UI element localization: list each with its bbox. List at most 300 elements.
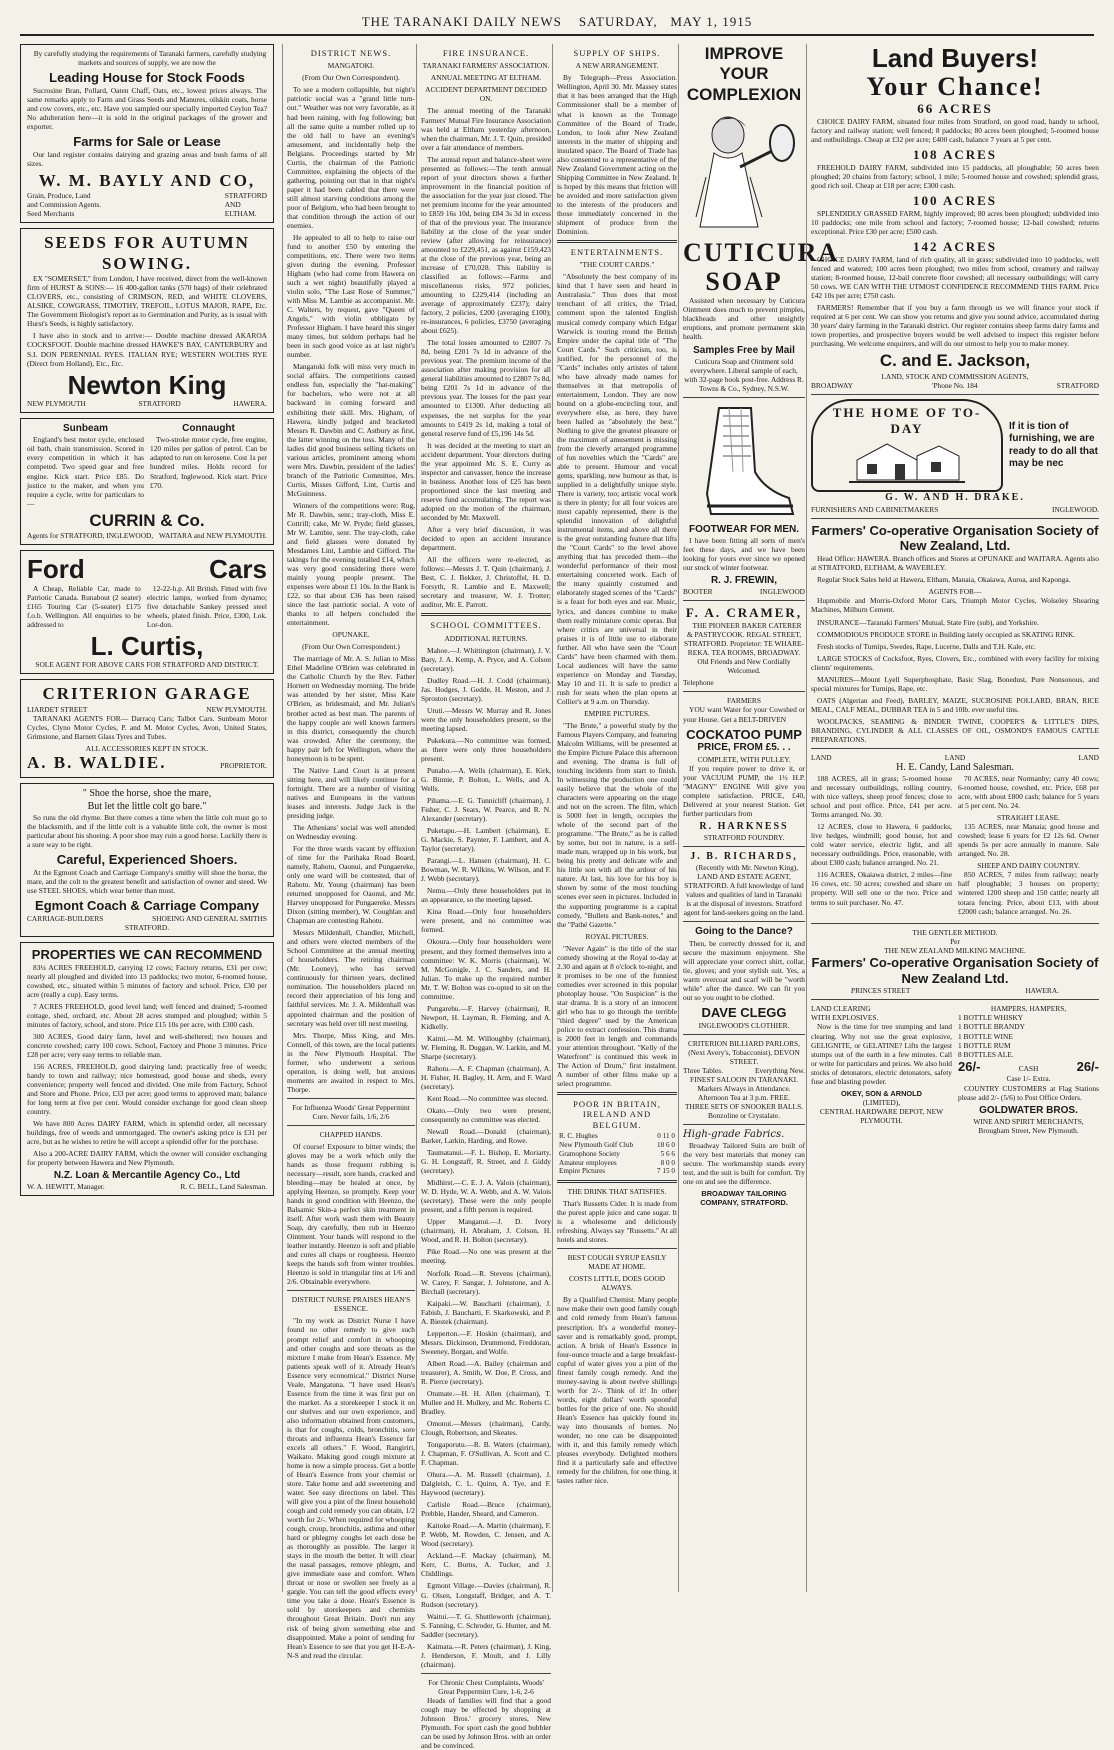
egmont-town: STRATFORD. — [124, 922, 170, 932]
farms-body: Our land register contains dairying and grazing areas and bush farms of all sizes. — [27, 149, 267, 168]
school-return: Omonui.—Messrs (chairman), Cardy, Clough, Robertson, and Skeates. — [421, 1418, 551, 1437]
hamper-cash: CASH — [1018, 1063, 1039, 1073]
cuticura-body: Assisted when necessary by Cuticura Ointment does much to prevent pimples, blackheads and other unsightly eruptions, and promote permanent skin health. — [683, 296, 805, 342]
harkness-name: R. HARKNESS — [699, 820, 789, 832]
goldwater-name: GOLDWATER BROS. — [979, 1104, 1078, 1116]
masthead — [20, 14, 1094, 36]
school-return: Upper Manganui.—J. D. Ivory (chairman), H. Abraham, J. Colson, H. Wood, and R. H. Bolton (secretary). — [421, 1217, 551, 1245]
chest-ad: For Chronic Chest Complaints, Woods' Great Peppermint Cure, 1-6, 2-6 — [428, 1677, 544, 1696]
boot-illustration — [689, 402, 799, 522]
listing-body: FREEHOLD DAIRY FARM, subdivided into 15 paddocks, all ploughable; 50 acres been ploughed; 20 chains from factory; school, 1 mile; 5-roomed house and cowshed; splendid grass, good rich soil. Cheap at £18 per acre; £300 cash. — [811, 163, 1099, 191]
buyers-headline: Land Buyers! — [871, 43, 1039, 73]
listing-acres: 66 ACRES — [917, 101, 993, 117]
article-paragraph: Messrs Mildenhall, Chandler, Mitchell, and others were elected members of the School Committee at the annual meeting of householders. The retiring chairman (Mr. Looney), who has served continuously for thirteen years, declined nomination. The householders placed on record their appreciation of his long and faithful services. Mr. J. A. Mildenhall was appointed chairman and the position of secretary was held over till next meeting. — [287, 928, 415, 1028]
frewin-name: R. J. FREWIN, — [710, 575, 778, 587]
donor: Amateur employees — [559, 1158, 617, 1167]
school-return: Norfolk Road.—R. Stevens (chairman), W. Carey, F. Sangar, J. Johnstone, and A. Birchall (secretary). — [421, 1268, 551, 1296]
woman-with-mirror-illustration — [688, 107, 800, 237]
subheading: COSTS LITTLE, DOES GOOD ALWAYS. — [568, 1274, 666, 1293]
clegg-sub: INGLEWOOD'S CLOTHIER. — [698, 1020, 790, 1030]
school-return: Pukekura.—No committee was formed, as there were only three householders present. — [421, 735, 551, 763]
billiard-bonzoline: Bonzoline or Crystalate. — [707, 1110, 781, 1120]
billiard-markers: Markers Always in Attendance. — [697, 1083, 791, 1093]
bayly-right-line: STRATFORD — [224, 191, 267, 201]
subheading: ADDITIONAL RETURNS. — [444, 633, 528, 643]
candy-listing: 116 ACRES, Okaiawa district, 2 miles—fine 16 cows, etc. 50 acres; cowshed and share on property. Will sell one or the two. Price and terms to suit purchaser. No. 47. — [811, 870, 952, 907]
property-item: 300 ACRES, Good dairy farm, level and well-sheltered; two houses and concrete cowshed; carry 100 cows. School, Factory and Phone 3 minutes. Price £28 per acre; very easy terms to reliable man. — [27, 1031, 267, 1059]
foundry-name: STRATFORD FOUNDRY. — [703, 832, 785, 842]
agents-item: COMMODIOUS PRODUCE STORE in Building lately occupied as SKATING RINK. — [817, 629, 1076, 639]
masthead-day: SATURDAY, — [578, 14, 658, 29]
cramer-body: THE PIONEER BAKER CATERER & PASTRYCOOK. REGAL STREET, STRATFORD. Proprietor: TE WHARE-REKA. TEA ROOMS, BROADWAY. Old Friends and New Cordially Welcomed. — [683, 621, 805, 676]
jackson-phone: 'Phone No. 184 — [932, 380, 978, 390]
school-return: Okato.—Only two were present, consequently no committee was elected. — [421, 1106, 551, 1125]
column-advertisements-right — [806, 44, 1099, 1592]
agents-item: MANURES—Mount Lyell Superphosphate, Basic Slag, Bonedust, Pure Nonsonous, and special mixtures for Turnips, Rape, etc. — [811, 674, 1099, 693]
newton-king-places — [27, 399, 267, 408]
agents-heading: AGENTS FOR— — [928, 587, 982, 597]
farmers-body: YOU want Water for your Cowshed or your House. Get a BELT-DRIVEN — [683, 705, 805, 724]
article-paragraph: The Athenians' social was well attended on Wednesday evening. — [287, 822, 415, 841]
article-paragraph: "The Brute," a powerful study by the Famous Players Company, and featuring Malcolm Williams, will be presented at the Empire Picture Palace this afternoon and evening. The drama is full of touching incidents from start to finish. In witnessing the production one could easily believe that the whole of the characters were appearing on the stage and not on the screen. The film, which is 5000 feet in length, occupies the whole of the second part of the programme. "The Brute," as he is called by some, but not in nature, is a self-made man, wrapped up in his work, but being his pretty and delicate wife and his little son with all the ardour of his nature. At last, his love for his boy is shown by some of the most touching scenes ever seen in pictures. Included in the supporting programme is a capital comedy, "Bullets and Bank-notes," and the "Pathé Gazette." — [557, 720, 678, 929]
candy-subheading: STRAIGHT LEASE. — [996, 813, 1061, 823]
coop-heading: Farmers' Co-operative Organisation Society of New Zealand, Ltd. — [811, 522, 1099, 554]
goldwater-address: Brougham Street, New Plymouth. — [978, 1125, 1079, 1135]
article-paragraph: All the officers were re-elected, as follows:—Messrs J. T. Quin (chairman), J. Best, C. J. Bekker, J. Christoffel, H. D. Forsyth, R. Lambie and E. Maxwell; secretary and treasurer, W. J. Trotter; auditor, Mr. E. Parrott. — [421, 554, 551, 610]
donations-table — [557, 1132, 677, 1176]
nz-loan-advertisement — [20, 942, 274, 1197]
listing-body: CHOICE DAIRY FARM, land of rich quality, all in grass; subdivided into 10 paddocks, well fenced and watered; 100 acres been ploughed; two miles from school, creamery and railway station; 8-roomed house, 12-bail concrete floor cowshed; all necessary outbuildings; will carry 50 cows. WE CAN WITH THE UTMOST CONFIDENCE RECOMMEND THIS FARM. Price £42 10s per acre; £750 cash. — [811, 254, 1099, 301]
donor: New Plymouth Golf Club — [559, 1140, 634, 1149]
garage-advertisement — [20, 679, 274, 778]
chapped-heading: CHAPPED HANDS. — [319, 1129, 383, 1139]
coop2-heading: Farmers' Co-operative Organisation Society of New Zealand Ltd. — [811, 954, 1099, 986]
school-return: Waitui.—T. G. Shuttleworth (chairman), S. Fanning, C. Schroder, G. Hunter, and M. Saddler (secretary). — [421, 1611, 551, 1639]
currin-footer-left: Agents for STRATFORD, INGLEWOOD, — [27, 531, 154, 541]
candy-listing: 12 ACRES, close to Hawera, 6 paddocks, live hedges, windmill; good house, hot and cold water service, electric light, and all necessary outbuildings. Price, reasonable, with about £300 cash; balance arranged. No. 21. — [811, 822, 952, 868]
coop-sales: Regular Stock Sales held at Hawera, Eltham, Manaia, Okaiawa, Auroa, and Kaponga. — [817, 575, 1071, 585]
article-paragraph: After a very brief discussion, it was decided to open an accident insurance department. — [421, 524, 551, 552]
article-paragraph: To see a modern collapsible, but night's patriotic social was a "grand little turn-out." Weather was not very favorable, as it had been raining, with fog following; but all the same quite a number rolled up to the old hall to have an evening's amusement, and incidentally help the Belgians. Proceedings started by Mr Curtis, the chairman of the Patriotic Committee, explaining the objects of the gathering, pointing out that in that night's paper it had been cabled that there were still almost starving conditions among the poor of Belgium, who had been brought to that condition through the action of our enemies. — [287, 85, 415, 230]
agents-item: Hupmobile and Morris-Oxford Motor Cars, Triumph Motor Cycles, Wolseley Shearing Machines, Milburn Cement. — [811, 596, 1099, 615]
gentler-per: Per — [950, 936, 960, 946]
coop-advertisement — [811, 523, 1099, 744]
place: NEW PLYMOUTH — [27, 399, 86, 409]
nz-loan-salesman: R. C. BELL, Land Salesman. — [180, 1182, 267, 1192]
column-supply-of-ships — [552, 44, 677, 1592]
garage-town: NEW PLYMOUTH. — [206, 704, 267, 714]
hamper-case: Case 1/- Extra. — [1006, 1074, 1051, 1084]
property-item: 156 ACRES, FREEHOLD, good dairying land; practically free of weeds; handy to town and railway; nice homestead, good house and sheds, every convenience; property well fenced and divided. One mile from Factory, School and Store and Phone. Price, £33 per acre; good terms to approved man; balance for long term at five per cent. Would consider exchange for good clean sheep country. — [27, 1061, 267, 1117]
curtis-name: L. Curtis, — [90, 630, 204, 661]
bayly-left-line: Seed Merchants — [27, 209, 75, 219]
home-heading: THE HOME OF TO-DAY — [832, 404, 982, 436]
sunbeam-heading: Sunbeam — [62, 423, 108, 435]
article-paragraph: Winners of the competitions were: Rug, Mr R. Dawbin, senr.; tray-cloth, Miss E. Cottrill; cake, Mr W. Pryde; field glasses, Mr W. Lambie, senr. The tray-cloth, cake and field glasses were donated by Mesdames Lint, Lambie and Gifford. The takings for the evening totalled £14, which was very good considering there were mainly young people present. The expenses were about £1 10s. In the Bank is £22, so that about £36 has been raised since the last patriotic social. A vote of thanks to all helpers concluded the entertainment. — [287, 500, 415, 628]
amount: 18 6 0 — [657, 1140, 675, 1149]
donor: Gramophone Society — [559, 1149, 620, 1158]
broadway-name: BROADWAY TAILORING COMPANY, STRATFORD. — [700, 1189, 788, 1208]
school-return: Okoura.—Only four householders were present, and they formed themselves into a committee: W. K. Morris (chairman), W. M. McGonigle, J. C. Sanders, and H. Julian. To make up the required number Mr. T. W. Bolton was co-opted to sit on the committee. — [421, 937, 551, 1001]
subheading: BEST COUGH SYRUP EASILY MADE AT HOME. — [567, 1253, 667, 1272]
bronchitis-paragraph: Heads of families will find that a good cough may be effected by shopping at Johnson Bros.' grocery stores, New Plymouth. For sport cash the good bubbler can be used by Johnson Bros. with an order and be convinced. — [421, 1695, 551, 1750]
garage-name: CRITERION GARAGE — [42, 684, 252, 704]
richards-advertisement — [683, 851, 805, 917]
magny-body: If you require power to drive it, or your VACUUM PUMP, the 1½ H.P. "MAGNY" ENGINE Will give you complete satisfaction. PRICE, £40, Delivered at your nearest Station. Get further particulars from — [683, 763, 805, 818]
school-return: Punaho.—A. Wells (chairman), E. Kirk, G. Binnie, P. Bolton, L. Wells, and A. Wells. — [421, 765, 551, 793]
billiard-heading: CRITERION BILLIARD PARLORS, — [687, 1038, 801, 1048]
cuticura-samples: Samples Free by Mail — [693, 344, 795, 356]
shoers-advertisement — [20, 783, 274, 936]
school-return: Taumatanui.—F. L. Bishop, E. Moriarty, G. H. Longstaff, R. Street, and J. Giddy (secretary). — [421, 1148, 551, 1176]
article-paragraph: It was decided at the meeting to start an accident department. Your directors during the year appointed Mr. S. E. Curry as inspector and canvasser, hence the increase in business. Another loss of £25 has been proportioned since the last meeting and reserve fund accumulating. The report was adopted on the motion of the chairman, seconded by Mr. Maxwell. — [421, 440, 551, 522]
property-item: 7 ACRES FREEHOLD, good level land; well fenced and drained; 5-roomed cottage, shed, orchard, etc. About 28 acres stumped and ploughed; within 5 minutes of factory, school, and store. Price £15 10s per acre, with £300 cash. — [27, 1001, 267, 1029]
school-return: Pungarehu.—F. Harvey (chairman), R. Newport, H. Layman, R. Fleming, and A. Kidkelly. — [421, 1003, 551, 1031]
school-return: Pihama.—E. G. Tunnicliff (chairman), J. Fisher, C. J. Sears, W. Pearce, and R. N. Alexander (secretary). — [421, 796, 551, 824]
column-district-news — [282, 44, 415, 1660]
bayly-right-line: ELTHAM. — [224, 209, 257, 219]
candy-listing: 850 ACRES, 7 miles from railway; nearly half ploughable; 3 houses on property; wintered 1200 sheep and 150 cattle; nearly all totara fencing. Price, about £13, with about £2000 cash; balance arranged. No. 26. — [958, 870, 1099, 916]
nurse-body: "In my work as District Nurse I have found no other remedy to give such prompt relief and comfort in whooping and other coughs and sore throats as the mixture I make from Hean's Essence. My patients speak well of it. Already Hean's Essence very economical." District Nurse Veale, Mangatuna. "I have used Hean's Essence from the time it was first put on the market. As a storekeeper I stock it on our shelves and our own experience, and also information obtained from customers, is that for coughs, colds, bronchitis, sore throats and influenza Hean's Essence far excels all others." F. Wood, Rangiriri, Waikato. Making good cough mixture at home is now a simple process. Get a bottle of Hean's Essence from your chemist or store. Take home and add sweetening and water. See easy directions on label. This will give you a pint of the finest household cough and cold remedy you can obtain, 1/2 worth for 2/-. When required for whooping cough, croup, bronchitis, asthma and other hard or phlegmy coughs let each dose be as thoroughly as possible. The larger it stays in the mouth the better. It will clear the nasal passages, remove phlegm, and give immediate ease and comfort. When throat or nose or swollen see freely as a gargle. You can tell the good effects every time you take a dose. Hean's Essence is sold by storekeepers and chemists throughout Great Britain. Don't run any risk of being given something else and disappointed. Make a point of sending for Hean's Essence to see that you get H-E-A-N-S and read the circular. — [287, 1316, 415, 1660]
candy-listing: 188 ACRES, all in grass; 5-roomed house and necessary outbuildings, rolling country, with nice valleys, sheep proof fences; close to school and post office. Price, £41 per acre. Terms arranged. No. 30. — [811, 774, 952, 820]
article-paragraph: Mangatoki folk will miss very much in social affairs. The competitions caused endless fun, especially the "hat-making" for bachelors, who were not at all backward in coming forward and exhibiting their skill. Mrs. Higham, of Hawera, kindly judged and bracketed Messrs R. Dawbin and C. Astbury as first, the latter winning on the toss. Many of the ladies did good business selling tickets on various articles, prominent among whom were Mrs. Dawbin, president of the ladies' branch of the Patriotic Committee, Mrs. Curtis, Misses Gifford, Lint, Curtis and McGuinness. — [287, 362, 415, 498]
place-heading: MANGATOKI. — [327, 61, 375, 71]
place-heading: OPUNAKE. — [332, 630, 370, 640]
donor: R. C. Hughes — [559, 1132, 598, 1141]
ford-right-body: 12-22-h.p. All British. Fitted with five electric lamps, worked from dynamo; five detachable Sankey pressed steel wheels, plated finish. Price, £300, Lok. Lor-don. — [146, 583, 267, 629]
garage-street: LIARDET STREET — [27, 704, 88, 714]
land-word: LAND — [944, 752, 966, 762]
masthead-title: THE TARANAKI DAILY NEWS — [361, 14, 562, 29]
seeds-headline: SEEDS FOR AUTUMN SOWING. — [44, 233, 250, 273]
farms-headline: Farms for Sale or Lease — [73, 134, 221, 150]
agents-item: INSURANCE—Taranaki Farmers' Mutual, State Fire (sub), and Yorkshire. — [817, 617, 1039, 627]
school-returns — [421, 646, 551, 1669]
hampers-heading: HAMPERS, HAMPERS, — [990, 1004, 1067, 1014]
candy-name: H. E. Candy, Land Salesman. — [896, 761, 1014, 773]
jackson-sub: LAND, STOCK AND COMMISSION AGENTS, — [881, 371, 1029, 381]
drake-sub: FURNISHERS AND CABINETMAKERS — [811, 504, 939, 514]
byline: (From Our Own Correspondent.) — [302, 642, 400, 652]
seeds-body: EX "SOMERSET," from London, I have received, direct from the well-known firm of HURST & SONS:— 16 400-gallon tanks (570 bags) of their celebrated CLOVERS, etc., consisting of CRIMSON, RED, and WHITE CLOVERS, ALSIKE, COWGRASS, TIMOTHY, TREFOIL, LOTUS MAJOR, RAPE, Etc. The Government Biologist's report as to Germination and Purity, as is usual with Hurst's Seeds, is highly satisfactory. — [27, 274, 267, 329]
table-row — [557, 1159, 677, 1168]
jackson-name: C. and E. Jackson, — [879, 351, 1031, 371]
school-return: Ohura.—A. M. Russell (chairman), J. Dalgleish, C. L. Quinn, A. Tye, and F. Haywood (secretary). — [421, 1470, 551, 1498]
clearing-heading-1: LAND CLEARING — [811, 1004, 871, 1014]
school-return: Uruti.—Messrs W. Murray and R. Jones were the only householders present, so the meeting lapsed. — [421, 705, 551, 733]
listing-acres: 142 ACRES — [912, 239, 998, 255]
dance-advertisement — [683, 926, 805, 1029]
broadway-heading: High-grade Fabrics. — [683, 1128, 785, 1140]
bayly-left-line: and Commission Agents. — [27, 200, 102, 210]
shoers-headline: Careful, Experienced Shoers. — [56, 851, 238, 867]
bayly-company: W. M. BAYLY AND CO, — [38, 171, 256, 190]
listing-body: SPLENDIDLY GRASSED FARM, highly improved; 80 acres been ploughed; subdivided into 10 paddocks; one mile from school and factory; 7-roomed house; 12-bail cowshed; returns exceptional. Price £30 per acre; £500 cash. — [811, 208, 1099, 237]
amount: 5 6 6 — [660, 1149, 675, 1158]
coop2-town: HAWERA. — [1025, 986, 1059, 996]
cycles-advertisement — [20, 418, 274, 545]
egmont-company: Egmont Coach & Carriage Company — [35, 897, 259, 913]
school-return: Rahotu.—A. F. Chapman (chairman), A. H. Fisher, H. Bagley, H. Arm, and F. Ward (secretary). — [421, 1063, 551, 1091]
bayly-left-line: Grain, Produce, Land — [27, 191, 91, 201]
jackson-advertisement — [811, 44, 1099, 390]
clegg-name: DAVE CLEGG — [701, 1004, 787, 1020]
gentler-sub: THE NEW ZEALAND MILKING MACHINE. — [884, 945, 1026, 955]
sunbeam-body: England's best motor cycle, enclosed oil bath, chain transmission. Scored in every competition in which it has competed. Two speed gear and free engine. Kick start. Price £85. Do justice to the maker, and when you require a cycle, write for particulars to— — [27, 435, 144, 508]
egmont-sub-right: SHOEING AND GENERAL SMITHS — [152, 913, 267, 923]
school-return: Ackland.—F. Mackay (chairman), M. Kerr, C. Burns, A. Tucker, and J. Cliddlings. — [421, 1551, 551, 1579]
agents-item: LARGE STOCKS of Cocksfoot, Ryes, Clovers, Etc., combined with every facility for mixing clients' requirements. — [811, 653, 1099, 672]
currin-name: CURRIN & Co. — [89, 510, 205, 530]
section-heading: FIRE INSURANCE. — [442, 48, 530, 58]
billiard-balls: THREE SETS OF SNOOKER BALLS. — [684, 1101, 804, 1111]
listing-acres: 100 ACRES — [912, 193, 998, 209]
currin-footer-right: WAITARA and NEW PLYMOUTH. — [158, 531, 267, 541]
drake-name: G. W. AND H. DRAKE. — [885, 492, 1025, 504]
article-paragraph: The annual meeting of the Taranaki Farmers' Mutual Fire Insurance Association was held at Eltham yesterday afternoon, when the chairman, Mr. J. T. Quin, presided over a fair attendance of members. — [421, 106, 551, 152]
section-heading: DISTRICT NEWS. — [310, 48, 392, 58]
shoers-quote-1: " Shoe the horse, shoe the mare, — [82, 788, 212, 800]
clearing-heading-2: WITH EXPLOSIVES. — [811, 1013, 879, 1023]
agents-item: OATS (Algerian and Feed), BARLEY, MAIZE, SUCROSINE POLLARD, BRAN, RICE MEAL, CALF MEAL, DUBBAR TEA in 5 and 10lb. ever useful tins. — [811, 695, 1099, 714]
subheading: TARANAKI FARMERS' ASSOCIATION. — [422, 61, 550, 71]
cramer-name: F. A. CRAMER, — [685, 605, 803, 621]
column-fire-insurance — [416, 44, 551, 1750]
ford-word: Ford — [27, 554, 85, 585]
billiard-finest: FINEST SALOON IN TARANAKI. — [690, 1074, 798, 1084]
table-row — [557, 1167, 677, 1176]
garage-agents: TARANAKI AGENTS FOR— Darracq Cars; Talbot Cars. Sunbeam Motor Cycles, Clyno Motor Cycles, P. and M. Motor Cycles, Avon, United States, Grimstone, and Barnett Glass Tyres and Tubes. — [27, 713, 267, 741]
school-return: Kaipaki.—W. Baucharti (chairman), J. Fabish, J. Baucharti, F. Skarkowski, and P. A. Biestek (chairman). — [421, 1298, 551, 1326]
subheading: EMPIRE PICTURES. — [584, 708, 650, 718]
article-paragraph: The marriage of Mr. A. S. Julian to Miss Ethel Madeline O'Brien was celebrated in the Catholic Church by the Rev. Father Hornett on Wednesday morning. The bride was attended by her sister, Miss Kate O'Brien, as bridesmaid, and Mr. Julian's brother acted as best man. The parents of the happy couple are well known farmers in this district, consequently the church was crowded. After the ceremony, the happy pair left for Wellington, where the honeymoon is to be spent. — [287, 654, 415, 763]
cramer-telephone: Telephone — [683, 678, 714, 688]
chapped-body: Of course! Exposure to bitter winds; the gloves may be a work which only the hands as those frequent rubbing is necessary—result, sore hands, cracked and bleeding—may be healed at once, by applying Heenzo, so promptly. Keep your hands in good condition with Heenzo, the Balsamic Skin-a perfect skin treatment in itself. After work wash them with Beauty Soap, dry carefully, then rub in Heenzo Ointment. Your hands will respond to the leather instantly. Heenzo is soft and pliable and cures all chaps or roughness. Heenzo keeps the hands soft from winter troubles. Heenzo is sold in triangular tins at 1/6 and 2/6. Obtainable everywhere. — [287, 1141, 415, 1287]
cuticura-name-1: CUTICURA — [683, 238, 840, 268]
table-row — [557, 1141, 677, 1150]
property-item: We have 800 Acres DAIRY FARM, which in splendid order, all necessary buildings, free of weeds and unmortgaged. The owner's asking price is £31 per acre, but as he wishes to retire he will accept a splendid offer for the purchase. — [27, 1119, 267, 1147]
broadway-advertisement — [683, 1129, 805, 1207]
amount: 7 15 0 — [657, 1167, 675, 1176]
property-item: Also a 200-ACRE DAIRY FARM, which the owner will consider exchanging for property between Hawera and New Plymouth. — [27, 1149, 267, 1168]
drake-advertisement — [811, 399, 1099, 514]
candy-subheading: SHEEP AND DAIRY COUNTRY. — [977, 861, 1080, 871]
column-advertisements-left — [20, 44, 274, 1592]
drake-town: INGLEWOOD. — [1052, 504, 1099, 514]
agents-item: Fresh stocks of Turnips, Swedes, Rape, Lucerne, Dalls and T.H. Kale, etc. — [817, 641, 1036, 651]
place: HAWERA. — [233, 399, 267, 409]
school-return: Tongaporutu.—R. B. Waters (chairman), J. Chapman, F. O'Sullivan, A. Scott and C. F. Chapman. — [421, 1440, 551, 1468]
hamper-item: 1 BOTTLE RUM — [958, 1040, 1011, 1050]
hamper-price: 26/- — [1076, 1058, 1099, 1074]
candy-advertisement — [811, 753, 1099, 919]
richards-body: (Recently with Mr. Newton King), LAND AND ESTATE AGENT, STRATFORD. A full knowledge of land values and qualities of land in Taranaki is at the disposal of investors. Stratford agent for land-seekers going on the land. — [683, 863, 805, 918]
milking-machine-advertisement — [811, 928, 1099, 996]
table-row — [557, 1132, 677, 1141]
frewin-right: INGLEWOOD — [759, 587, 805, 597]
school-return: Kaimata.—R. Peters (chairman), J. King, J. Henderson, F. Moult, and J. Lilly (chairman). — [421, 1641, 551, 1669]
pump-price: PRICE, FROM £5. . . — [697, 742, 791, 754]
influenza-ad: For Influenza Woods' Great Peppermint Cure. Never fails, 1/6, 2/6 — [292, 1102, 410, 1121]
article-paragraph: The total losses amounted to £2807 7s 8d, being £201 7s 1d in advance of the previous year. The premium income of the association after making provision for all general liabilities amounted to £2807 7s 8d, being £201 7s 1d in advance of the previous year. The losses for the past year amounted to £1300. After deducting all expenses, the net surplus for the year amounts to £419 2s 1d, making a total of general reserve fund of £5,196 14s 5d. — [421, 338, 551, 438]
school-return: Mahoe.—J. Whittington (chairman), J. V. Bary, J. A. Kemp, A. Pryce, and A. Colson (secretary). — [421, 645, 551, 673]
school-return: Pike Road.—No one was present at the meeting. — [421, 1247, 551, 1266]
footwear-advertisement — [683, 402, 805, 597]
connaught-heading: Connaught — [182, 423, 235, 435]
billiard-sub: (Next Avery's, Tobacconist), DEVON STREET. — [688, 1047, 800, 1066]
broadway-body: Broadway Tailored Suits are built of the very best materials that money can secure. The workmanship stands every test, and the suit is built for comfort. Try one on and see the difference. — [683, 1141, 805, 1187]
school-return: Otumate.—H. H. Allen (chairman), T. Mullee and H. Mulkey, and Mc. Roberts C. Bradley. — [421, 1388, 551, 1416]
clearing-advertisement — [811, 1004, 952, 1134]
school-return: Nemu.—Only three householders put in an appearance, so the meeting lapsed. — [421, 886, 551, 905]
egmont-sub-left: CARRIAGE-BUILDERS — [27, 913, 104, 923]
dance-heading: Going to the Dance? — [695, 926, 793, 938]
school-return: Albert Road.—A. Bailey (chairman and treasurer), A. Smith, W. Doe, P. Cross, and R. Pierce (secretary). — [421, 1358, 551, 1386]
coop-body: Head Office: HAWERA. Branch offices and Stores at OPUNAKE and WAITARA. Agents also at STRATFORD, ELTHAM, & WAVERLEY. — [811, 554, 1099, 573]
property-item: 83¼ ACRES FREEHOLD, carrying 12 cows; Factory returns, £31 per cow; nearly all ploughed and divided into 13 paddocks; two motor, 6-roomed house, cowshed, etc., situated within 5 minutes of factory and school. Price, £30 per acre (really a cup). Easy terms. — [27, 962, 267, 999]
land-word: LAND — [1078, 752, 1099, 762]
garage-owner: A. B. WALDIE. — [27, 752, 167, 772]
place: STRATFORD — [138, 399, 181, 409]
jackson-town: STRATFORD — [1056, 380, 1099, 390]
hamper-item: 1 BOTTLE WINE — [958, 1031, 1013, 1041]
house-illustration — [847, 438, 967, 484]
school-return: Dudley Road.—H. J. Codd (chairman), Jas. Hodges, J. Gedde, H. Meston, and J. Sproston (secretary). — [421, 675, 551, 703]
subheading: ACCIDENT DEPARTMENT DECIDED ON. — [425, 85, 547, 104]
garage-owner-title: PROPRIETOR. — [220, 760, 267, 770]
bayly-body: Sucrosine Bran, Pollard, Oaten Chaff, Oats, etc., lowest prices always. The same remarks apply to Farm and Grass Seeds and Manures, oilskin coats, horse and cow covers, etc., etc. Have you sampled our specially imported Ceylon Tea? No adulteration here—it is sold in the original packages of the grower and exporter. — [27, 85, 267, 132]
subheading: ANNUAL MEETING AT ELTHAM. — [430, 73, 542, 83]
hamper-note: COUNTRY CUSTOMERS at Flag Stations please add 2/- (5/6) to Post Office Orders. — [958, 1083, 1099, 1102]
coop2-street: PRINCES STREET — [851, 986, 911, 996]
pump-price-sub: COMPLETE, WITH PULLEY. — [697, 754, 791, 764]
newton-king-name: Newton King — [67, 369, 227, 400]
section-heading: SUPPLY OF SHIPS. — [573, 48, 661, 58]
hampers-advertisement — [958, 1004, 1099, 1134]
nz-loan-manager: W. A. HEWITT, Manager. — [27, 1182, 105, 1192]
article-paragraph: The annual report and balance-sheet were presented as follows:—The tenth annual report of your directors shows a further improvement in the financial position of the association for the year just closed. The net premium income for the year amounted to £859 16s 10d, being £84 3s 3d in excess of that of the previous year. The insurance liability at the close of the year under review (after allowing for reinsurance) amounted to £229,451, as against £159,423 at the close of the previous year, being an increase of £70,028. This liability is classified as follows:—Farms and miscellaneous risks, 972 policies, amounting to £229,414 (including an average of approximately £237); dairy factory, 2 policies, £200 (averaging £100); re-insurances, 6 policies, £3750 (averaging about £625). — [421, 154, 551, 336]
dance-body: Then, be correctly dressed for it, and secure the maximum enjoyment. She will appreciate your correct shirt, collar, tie, gloves; and your stylish suit. Yes, a warm overcoat and scarf will be "worth while" after the dance. We can fit you out so you ought to be clothed. — [683, 938, 805, 1002]
candy-listing: 135 ACRES, near Manaia; good house and cowshed; lease 6 years for £2 12s 6d. Owner spends 5s per acre annually in manure. Sale arranged. No. 28. — [958, 822, 1099, 859]
okey-address: CENTRAL HARDWARE DEPOT, NEW PLYMOUTH. — [819, 1106, 944, 1125]
agents-item: WOOLPACKS, SEAMING & BINDER TWINE, COOPER'S & LITTLE'S DIPS, BRANDING, CYLINDER & ALL CLASSES OF OIL, OSMOND'S FAMOUS CATTLE PREPARATIONS. — [811, 716, 1099, 744]
section-heading: ENTERTAINMENTS. — [570, 246, 664, 257]
article-paragraph: By a Qualified Chemist. Many people now make their own good family cough and cold remedy from Hean's famous prescription. It's a wonderful money-saver and is remarkably good, prompt, action. A brisk of Hean's Essence in four-ounce treacle and a large breakfast-cupful of water gives you a pint of the finest family cough remedy. And the money-saving is about twelve shillings worth for 2/-. Think of it! In other words, eight dollars' worth spoonful bottles for the price of one. No should Hean's Essence has quickly found its way into thousands of homes. No wonder, no one can be disappointed with it, and this family remedy which pleases everybody. Delighted mothers find it a particularly safe and effective remedy for the children, for one thing, it tastes rather nice. — [557, 1295, 677, 1486]
hamper-item: 1 BOTTLE BRANDY — [958, 1022, 1025, 1032]
ford-left-body: A Cheap, Reliable Car, made to Patriotic Canada. Runabout (2 seater) £165 Touring Car (5-seater) £175 f.o.b. Wellington. All enquiries to be addressed to — [27, 583, 141, 629]
cuticura-name-2: SOAP — [705, 266, 783, 296]
seeds-advertisement — [20, 228, 274, 413]
article-paragraph: By Telegraph—Press Association. Wellington, April 30. Mr. Massey states that it has been arranged that the High Commissioner shall be a member of what is known as the Tonnage Committee of the Board of Trade, London, to look after New Zealand interests in the matter of shipping and insulated space. The Board of Trade has also consented to a representative of the New Zealand Government acting on the Shipping Committee in New Zealand. It is hoped by this means that friction will be avoided and more satisfaction given to the interests of the producers and those immediately concerned in the shipment of produce from the Dominion. — [557, 73, 677, 236]
subheading: A NEW ARRANGEMENT. — [575, 61, 659, 71]
okey-name: OKEY, SON & ARNOLD — [840, 1088, 923, 1098]
article-paragraph: He appealed to all to help to raise our fund to another £50 by entering the competitions, etc. There were two items given during the evening. Professor Higham (who had come from Hawera on such a wet night) beautifully played a violin solo, "The Last Rose of Summer," with Miss M. Lambie as accompanist. Mr. C. Walters, by request, gave "Queen of Angels," with violin obbligato by Professor Higham. I have heard this singer many times, but seldom perhaps had he been in such good voice as at last night's number. — [287, 232, 415, 360]
donor: Empire Pictures — [559, 1167, 606, 1176]
clearing-body: Now is the time for tree stumping and land clearing. Why not use the great explosive, GELIGNITE, or GELATINE? Lifts the largest stumps out of the earth in a few minutes. Call or write for particulars and prices. We also hold stocks of detonators, electric detonators, safety fuse and blasting powder. — [811, 1022, 952, 1086]
byline: (From Our Own Correspondent). — [302, 73, 400, 83]
article-paragraph: Mrs. Thorpe, Miss King, and Mrs. Connell, of this town, are the local patients in the New Plymouth Hospital. The former, who underwent a serious operation, is doing well, but anxious moments are awaited in respect to Mrs. Thorpe. — [287, 1030, 415, 1094]
school-return: Parangi.—L. Hansen (chairman), H. C. Bowman, W. R. Wilkins, W. Wilson, and F. J. Webb (secretary). — [421, 856, 551, 884]
cuticura-headline-1: IMPROVE YOUR — [704, 44, 784, 84]
seeds-body-2: I have also in stock and to arrive:— Double machine dressed AKAROA COCKSFOOT. Double machine dressed HAWKE'S BAY, CANTERBURY and S.I. DON PERENNIAL RYES. ITALIAN RYE; WESTERN WOLTHS RYE (Direct from Holland), Etc., Etc. — [27, 331, 267, 368]
gentler-heading: THE GENTLER METHOD. — [912, 927, 998, 937]
land-word: LAND — [811, 752, 832, 762]
frewin-left: BOOTER — [683, 587, 713, 597]
bayly-right-line: AND — [224, 200, 241, 210]
article-paragraph: "Absolutely the best company of its kind that I have seen and heard in Australasia." Thus does that most trenchant of all critics, the Triad, comment upon the talented English musical comedy company which Edgar Warwick is touring round the British Empire under the capital title of "The Court Cards." Such criticism, too, is justified, for the personnel of the "Cards" includes only artistes of talent who have already made names for themselves in that metropolis of entertainment, London. They are now bound on a globe-encircling tour, and everywhere else, as here, they have been hailed as "absolutely the best." Nothing to give the greatest pleasure or the maximum of amusement is missing from the cleverly arranged programme of fun novelties which the "Cards" are able to present. Humour and vocal gems, sparkling, new humour as that, is supplied in a delightfully unique style. There is variety, too; artistic vocal work is there in plenty; for all four voices are most capably represented, there is the splendid innovation of delightful instrumental items, and above all there is the great outstanding feature that lifts the "Court Cards" to the level above anything that has preceded them—the wonderful performance of their most entertaining concerted work. Each of the many quaintly costumed and elaborately staged scenes of the "Cards" is a feast for both eyes and ear. Music, lyrics, and dances combine to make them really miniature comic operas. But where critics are universal in their praises it is of little use to elaborate further. All who have seen the "Court Cards" have been charmed with them. Local audiences will have the same experience on Monday and Tuesday, May 10 and 11. It is safe to predict a rush for seats when the plan opens at Collier's at 9 a.m. on Thursday. — [557, 272, 677, 706]
school-return: Kaitoke Road.—A. Martin (chairman), F. P. Webb, M. Rowden, C. Jensen, and A. Wood (secretary). — [421, 1521, 551, 1549]
school-return: Puketapu.—H. Lambert (chairman), E. G. Mackie, S. Paynter, F. Lambert, and A. Taylor (secretary). — [421, 826, 551, 854]
bayly-footer — [27, 191, 267, 218]
nz-loan-company: N.Z. Loan & Mercantile Agency Co., Ltd — [53, 1170, 241, 1182]
listing-acres: 108 ACRES — [912, 147, 998, 163]
article-paragraph: For the three wards vacant by effluxion of time for the Parihaka Road Board, namely, Rahotu, Oaonui, and Pungaereke, only one ward will be contested, that of Rahotu. Mr. Young (chairman) has been returned unopposed for Oaonui, and Mr. Harvey unopposed for Pungaereke. Messrs Dixon (sitting member), W. Coughlan and Chapman are contesting Rahotu. — [287, 843, 415, 926]
school-return: Kent Road.—No committee was elected. — [427, 1093, 549, 1103]
jackson-street: BROADWAY — [811, 380, 854, 390]
nurse-heading: DISTRICT NURSE PRAISES HEAN'S ESSENCE. — [291, 1295, 411, 1314]
candy-listing: 70 ACRES, near Normanby; carry 40 cows; 6-roomed house, cowshed, etc. Price, £68 per acre, with about £800 cash; balance for 5 years at 5 per cent. No. 24. — [958, 774, 1099, 811]
cuticura-small: Cuticura Soap and Ointment sold everywhere. Liberal sample of each, with 32-page book post-free. Address R. Towns & Co., Sydney, N.S.W. — [684, 356, 804, 393]
billiard-advertisement — [683, 1039, 805, 1120]
okey-sub: (LIMITED), — [862, 1097, 901, 1107]
ford-advertisement — [20, 550, 274, 674]
bayly-headline: Leading House for Stock Foods — [49, 70, 245, 86]
amount: 8 0 0 — [660, 1158, 675, 1167]
hamper-item: 1 BOTTLE WHISKY — [958, 1013, 1024, 1023]
cuticura-headline-2: COMPLEXION — [686, 84, 802, 104]
article-paragraph: "Never Again" is the title of the star comedy showing at the Royal to-day at 2.30 and again at 8 o'clock to-night, and it promises to be one of the funniest comedies ever screened in this popular photoplay house. "On Suspicion" is the star drama. It is a story of an innocent girl who has to go through the terrible "third degree" used by the American police to extract confession. This drama is 2000 feet in length and commands your attention throughout. "Kelly of the Waterfront" is continued this week in The Action of Drum," first instalment. A number of other films make up a select programme. — [557, 943, 677, 1089]
shoers-body-2: At the Egmont Coach and Carriage Company's smithy will shoe the horse, the mare, and the colt to the greatest benefit and satisfaction of owner and steed. We use STEEL SHOES, which wear better than most. — [27, 867, 267, 895]
subheading: ROYAL PICTURES. — [585, 931, 649, 941]
amount: 0 11 0 — [657, 1132, 675, 1141]
garage-accessories: ALL ACCESSORIES KEPT IN STOCK. — [85, 743, 209, 753]
curtis-footer: SOLE AGENT FOR ABOVE CARS FOR STRATFORD AND DISTRICT. — [35, 660, 259, 670]
cockatoo-name: COCKATOO PUMP — [686, 726, 802, 742]
properties-headline: PROPERTIES WE CAN RECOMMEND — [31, 946, 263, 962]
billiard-new: Everything New. — [754, 1065, 805, 1075]
farmers-note: FARMERS! Remember that if you buy a farm through us we will finance your stock if required at 6 per cent. We can show you returns and give you sound advice, accumulated during 30 years' dairy farming in the Taranaki district. Our register contains sheep farms dairy farms and town properties, and prospective buyers would be well advised to inspect this register before purchasing. We welcome enquirers, and will do our utmost to help you to make money. — [811, 303, 1099, 349]
school-return: Lepperton.—F. Hoskin (chairman), and Messrs. Dickinson, Drummond, Freddoran, Sweeney, Borgan, and Wolfe. — [421, 1328, 551, 1356]
article-paragraph: The Native Land Court is at present sitting here, and will likely continue for a fortnight. There are a number of visiting natives and Europeans in the various leases and interests. Judge Jack is the presiding judge. — [287, 765, 415, 820]
hamper-item: 8 BOTTLES ALE. — [958, 1049, 1014, 1059]
table-row — [557, 1150, 677, 1159]
shoers-body: So runs the old rhyme. But there comes a time when the little colt must go to the blacksmith, and if the little colt is a valuable little colt, the owner is most particular about his shoeing. A poor shoe may ruin a good horse. Luckily there is a sure way to be right. — [27, 812, 267, 849]
cramer-advertisement — [683, 605, 805, 687]
school-return: Newall Road.—Donald (chairman), Barker, Larkin, Harding, and Rowe. — [421, 1127, 551, 1146]
bayly-intro: By carefully studying the requirements of Taranaki farmers, carefully studying markets and sources of supply, we are now the — [33, 49, 267, 68]
column-advertisements-middle — [678, 44, 840, 1592]
section-heading: POOR IN BRITAIN, IRELAND AND BELGIUM. — [573, 1099, 661, 1130]
school-return: Kina Road.—Only four householders were present, and no committee was formed. — [421, 907, 551, 935]
goldwater-sub: WINE AND SPIRIT MERCHANTS, — [973, 1116, 1084, 1126]
chance-headline: Your Chance! — [866, 71, 1044, 101]
section-heading: SCHOOL COMMITTEES. — [430, 620, 542, 631]
article-paragraph: That's Russetts Cider. It is made from the purest apple juice and cane sugar. It is a wholesome and deliciously refreshing. Always say "Russetts." At all hotels and stores. — [557, 1199, 677, 1245]
subheading: "THE COURT CARDS." — [579, 260, 655, 270]
school-return: Egmont Village.—Davies (chairman), R. G. Olsen, Longstaff, Bridger, and A. T. Rudson (secretary). — [421, 1581, 551, 1609]
billiard-tea: Afternoon Tea at 3 p.m. FREE. — [697, 1092, 791, 1102]
bayly-advertisement — [20, 44, 274, 223]
home-side-text: If it is tion of furnishing, we are ready to do all that may be nec — [1009, 421, 1098, 469]
connaught-body: Two-stroke motor cycle, free engine, 120 miles per gallon of petrol. Can be adapted to run on kerosene. Cost 1s per hundred miles. Holds record for Stratford, Inglewood. Kick start. Price £70. — [150, 435, 267, 490]
bottom-advertisements — [811, 1004, 1099, 1134]
school-return: Kaimi.—M. M. Willoughby (chairman), W. Fleming, R. Duggan, W. Larkin, and M. Sharpe (secretary). — [421, 1033, 551, 1061]
pump-advertisement — [683, 696, 805, 842]
listing-body: CHOICE DAIRY FARM, situated four miles from Stratford, on good road, handy to school, factory and railway station; well fenced; 8 paddocks; 80 acres been ploughed; 5-roomed house and outbuildings. Cheap at £32 per acre; £400 cash, balance 7 years at 5 per cent. — [811, 117, 1099, 145]
billiard-tables: Three Tables. — [683, 1065, 723, 1075]
farmers-heading: FARMERS — [727, 696, 761, 706]
cars-word: Cars — [209, 554, 267, 585]
